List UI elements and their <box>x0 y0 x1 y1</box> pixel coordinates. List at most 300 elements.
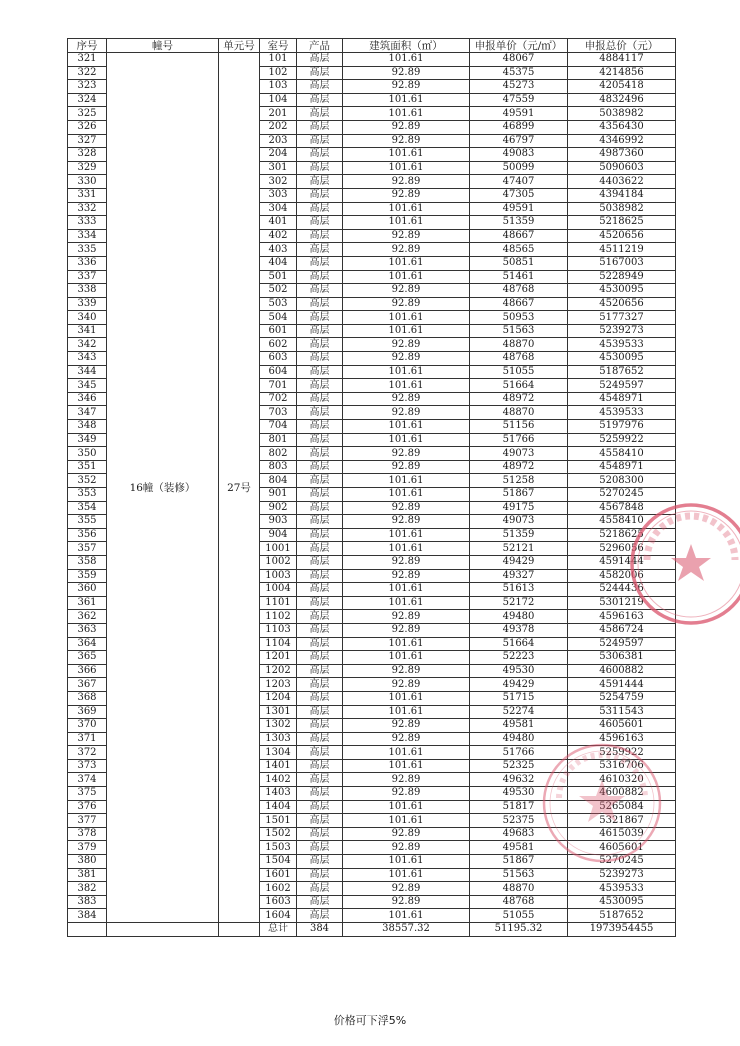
cell-room: 902 <box>260 501 297 515</box>
cell-product: 高层 <box>297 610 343 624</box>
cell-product: 高层 <box>297 827 343 841</box>
cell-room: 1304 <box>260 746 297 760</box>
cell-unit-price: 49429 <box>470 678 568 692</box>
cell-total-price: 4605601 <box>568 841 676 855</box>
cell-area: 92.89 <box>343 882 470 896</box>
cell-index: 345 <box>68 379 107 393</box>
header-unit: 单元号 <box>219 39 260 53</box>
cell-unit-price: 49378 <box>470 623 568 637</box>
cell-product: 高层 <box>297 80 343 94</box>
cell-area: 101.61 <box>343 746 470 760</box>
totals-avg-price: 51195.32 <box>470 923 568 937</box>
cell-area: 101.61 <box>343 420 470 434</box>
cell-unit-price: 51359 <box>470 528 568 542</box>
cell-area: 101.61 <box>343 488 470 502</box>
cell-product: 高层 <box>297 895 343 909</box>
cell-index: 374 <box>68 773 107 787</box>
cell-unit-price: 47407 <box>470 175 568 189</box>
cell-total-price: 4600882 <box>568 664 676 678</box>
cell-room: 102 <box>260 66 297 80</box>
cell-room: 1204 <box>260 691 297 705</box>
cell-room: 304 <box>260 202 297 216</box>
cell-room: 901 <box>260 488 297 502</box>
cell-unit-price: 49175 <box>470 501 568 515</box>
cell-area: 101.61 <box>343 474 470 488</box>
cell-product: 高层 <box>297 691 343 705</box>
cell-index: 362 <box>68 610 107 624</box>
cell-product: 高层 <box>297 93 343 107</box>
cell-index: 376 <box>68 800 107 814</box>
cell-room: 402 <box>260 229 297 243</box>
cell-room: 702 <box>260 392 297 406</box>
cell-room: 602 <box>260 338 297 352</box>
cell-product: 高层 <box>297 420 343 434</box>
cell-product: 高层 <box>297 759 343 773</box>
cell-unit-price: 48870 <box>470 406 568 420</box>
cell-unit-price: 51715 <box>470 691 568 705</box>
cell-total-price: 4600882 <box>568 787 676 801</box>
cell-total-price: 4530095 <box>568 352 676 366</box>
cell-area: 101.61 <box>343 651 470 665</box>
cell-product: 高层 <box>297 460 343 474</box>
cell-product: 高层 <box>297 542 343 556</box>
cell-total-price: 4558410 <box>568 515 676 529</box>
cell-room: 604 <box>260 365 297 379</box>
cell-total-price: 4987360 <box>568 148 676 162</box>
cell-total-price: 5239273 <box>568 324 676 338</box>
cell-room: 101 <box>260 53 297 67</box>
totals-count: 384 <box>297 923 343 937</box>
cell-room: 302 <box>260 175 297 189</box>
cell-room: 1203 <box>260 678 297 692</box>
cell-room: 104 <box>260 93 297 107</box>
cell-room: 1302 <box>260 719 297 733</box>
cell-product: 高层 <box>297 148 343 162</box>
cell-product: 高层 <box>297 202 343 216</box>
cell-total-price: 5038982 <box>568 107 676 121</box>
cell-total-price: 5301219 <box>568 596 676 610</box>
cell-product: 高层 <box>297 66 343 80</box>
cell-total-price: 5239273 <box>568 868 676 882</box>
cell-index: 357 <box>68 542 107 556</box>
cell-room: 1601 <box>260 868 297 882</box>
cell-total-price: 4591444 <box>568 555 676 569</box>
cell-area: 101.61 <box>343 53 470 67</box>
cell-product: 高层 <box>297 705 343 719</box>
cell-area: 101.61 <box>343 528 470 542</box>
cell-area: 101.61 <box>343 637 470 651</box>
cell-unit-price: 51461 <box>470 270 568 284</box>
cell-total-price: 5254759 <box>568 691 676 705</box>
cell-unit-price: 49632 <box>470 773 568 787</box>
cell-area: 101.61 <box>343 691 470 705</box>
cell-unit-price: 47305 <box>470 188 568 202</box>
cell-area: 92.89 <box>343 134 470 148</box>
cell-unit-price: 52172 <box>470 596 568 610</box>
cell-product: 高层 <box>297 365 343 379</box>
cell-index: 368 <box>68 691 107 705</box>
cell-area: 92.89 <box>343 827 470 841</box>
cell-room: 203 <box>260 134 297 148</box>
cell-unit-price: 48870 <box>470 882 568 896</box>
cell-index: 335 <box>68 243 107 257</box>
cell-unit-price: 49581 <box>470 841 568 855</box>
cell-index: 354 <box>68 501 107 515</box>
cell-total-price: 4596163 <box>568 610 676 624</box>
cell-room: 1101 <box>260 596 297 610</box>
header-area: 建筑面积（㎡） <box>343 39 470 53</box>
cell-area: 92.89 <box>343 229 470 243</box>
cell-product: 高层 <box>297 868 343 882</box>
cell-index: 348 <box>68 420 107 434</box>
cell-total-price: 5311543 <box>568 705 676 719</box>
cell-unit-price: 48667 <box>470 229 568 243</box>
cell-total-price: 4605601 <box>568 719 676 733</box>
header-building: 幢号 <box>107 39 219 53</box>
cell-total-price: 5167003 <box>568 256 676 270</box>
cell-total-price: 5218625 <box>568 528 676 542</box>
header-row <box>68 39 676 53</box>
cell-area: 101.61 <box>343 800 470 814</box>
cell-area: 92.89 <box>343 515 470 529</box>
cell-area: 92.89 <box>343 678 470 692</box>
cell-unit-price: 49327 <box>470 569 568 583</box>
cell-room: 1002 <box>260 555 297 569</box>
cell-product: 高层 <box>297 719 343 733</box>
cell-product: 高层 <box>297 406 343 420</box>
cell-unit-price: 49591 <box>470 107 568 121</box>
cell-total-price: 4511219 <box>568 243 676 257</box>
cell-product: 高层 <box>297 474 343 488</box>
cell-room: 904 <box>260 528 297 542</box>
cell-area: 92.89 <box>343 447 470 461</box>
cell-area: 92.89 <box>343 787 470 801</box>
cell-index: 355 <box>68 515 107 529</box>
cell-area: 101.61 <box>343 542 470 556</box>
cell-index: 328 <box>68 148 107 162</box>
cell-room: 1402 <box>260 773 297 787</box>
cell-total-price: 4586724 <box>568 623 676 637</box>
cell-total-price: 4520656 <box>568 229 676 243</box>
cell-unit-price: 46797 <box>470 134 568 148</box>
cell-area: 101.61 <box>343 855 470 869</box>
cell-room: 803 <box>260 460 297 474</box>
cell-unit-price: 48067 <box>470 53 568 67</box>
cell-room: 802 <box>260 447 297 461</box>
cell-area: 92.89 <box>343 338 470 352</box>
cell-index: 356 <box>68 528 107 542</box>
cell-product: 高层 <box>297 909 343 923</box>
cell-total-price: 5249597 <box>568 379 676 393</box>
cell-area: 92.89 <box>343 284 470 298</box>
cell-index: 333 <box>68 216 107 230</box>
cell-unit-price: 49073 <box>470 515 568 529</box>
cell-unit-price: 51867 <box>470 855 568 869</box>
cell-unit-price: 48768 <box>470 284 568 298</box>
cell-total-price: 4205418 <box>568 80 676 94</box>
cell-room: 1103 <box>260 623 297 637</box>
cell-product: 高层 <box>297 678 343 692</box>
cell-area: 101.61 <box>343 365 470 379</box>
cell-index: 375 <box>68 787 107 801</box>
cell-product: 高层 <box>297 53 343 67</box>
cell-total-price: 4832496 <box>568 93 676 107</box>
cell-index: 365 <box>68 651 107 665</box>
cell-total-price: 5321867 <box>568 814 676 828</box>
cell-area: 101.61 <box>343 705 470 719</box>
cell-room: 703 <box>260 406 297 420</box>
cell-total-price: 4591444 <box>568 678 676 692</box>
cell-product: 高层 <box>297 488 343 502</box>
cell-area: 92.89 <box>343 352 470 366</box>
cell-unit-price: 52375 <box>470 814 568 828</box>
cell-room: 103 <box>260 80 297 94</box>
header-room: 室号 <box>260 39 297 53</box>
cell-unit-price: 51766 <box>470 746 568 760</box>
cell-total-price: 4539533 <box>568 882 676 896</box>
cell-index: 342 <box>68 338 107 352</box>
cell-index: 371 <box>68 732 107 746</box>
cell-product: 高层 <box>297 107 343 121</box>
cell-area: 92.89 <box>343 555 470 569</box>
cell-index: 377 <box>68 814 107 828</box>
cell-product: 高层 <box>297 787 343 801</box>
cell-area: 101.61 <box>343 93 470 107</box>
cell-room: 504 <box>260 311 297 325</box>
cell-index: 341 <box>68 324 107 338</box>
cell-product: 高层 <box>297 379 343 393</box>
cell-index: 338 <box>68 284 107 298</box>
cell-index: 343 <box>68 352 107 366</box>
cell-room: 204 <box>260 148 297 162</box>
cell-room: 903 <box>260 515 297 529</box>
header-index: 序号 <box>68 39 107 53</box>
cell-index: 380 <box>68 855 107 869</box>
cell-product: 高层 <box>297 746 343 760</box>
cell-area: 92.89 <box>343 623 470 637</box>
cell-product: 高层 <box>297 773 343 787</box>
cell-total-price: 4596163 <box>568 732 676 746</box>
cell-index: 384 <box>68 909 107 923</box>
cell-unit-price: 49530 <box>470 664 568 678</box>
header-product: 产品 <box>297 39 343 53</box>
cell-unit-price: 49530 <box>470 787 568 801</box>
cell-index: 352 <box>68 474 107 488</box>
cell-area: 92.89 <box>343 406 470 420</box>
cell-index: 361 <box>68 596 107 610</box>
cell-unit-price: 49073 <box>470 447 568 461</box>
cell-room: 1303 <box>260 732 297 746</box>
cell-total-price: 4539533 <box>568 406 676 420</box>
cell-total-price: 5265084 <box>568 800 676 814</box>
cell-index: 324 <box>68 93 107 107</box>
cell-product: 高层 <box>297 664 343 678</box>
cell-room: 501 <box>260 270 297 284</box>
cell-unit-price: 52121 <box>470 542 568 556</box>
cell-total-price: 4884117 <box>568 53 676 67</box>
cell-product: 高层 <box>297 243 343 257</box>
cell-index: 325 <box>68 107 107 121</box>
cell-index: 339 <box>68 297 107 311</box>
cell-room: 202 <box>260 120 297 134</box>
cell-area: 92.89 <box>343 243 470 257</box>
cell-index: 321 <box>68 53 107 67</box>
cell-area: 92.89 <box>343 732 470 746</box>
cell-area: 101.61 <box>343 216 470 230</box>
cell-product: 高层 <box>297 324 343 338</box>
cell-total-price: 5259922 <box>568 433 676 447</box>
cell-product: 高层 <box>297 515 343 529</box>
cell-room: 1603 <box>260 895 297 909</box>
cell-total-price: 4346992 <box>568 134 676 148</box>
cell-index: 337 <box>68 270 107 284</box>
totals-row <box>68 923 676 937</box>
cell-index: 378 <box>68 827 107 841</box>
cell-area: 101.61 <box>343 379 470 393</box>
header-total-price: 申报总价（元） <box>568 39 676 53</box>
cell-product: 高层 <box>297 528 343 542</box>
cell-product: 高层 <box>297 569 343 583</box>
cell-room: 704 <box>260 420 297 434</box>
cell-total-price: 5090603 <box>568 161 676 175</box>
cell-unit-price: 50851 <box>470 256 568 270</box>
cell-unit-price: 51563 <box>470 868 568 882</box>
cell-unit-price: 51055 <box>470 909 568 923</box>
cell-product: 高层 <box>297 433 343 447</box>
table-row <box>68 53 676 67</box>
cell-area: 92.89 <box>343 392 470 406</box>
cell-room: 1501 <box>260 814 297 828</box>
cell-product: 高层 <box>297 814 343 828</box>
cell-room: 1104 <box>260 637 297 651</box>
cell-unit-price: 48768 <box>470 352 568 366</box>
cell-index: 349 <box>68 433 107 447</box>
cell-total-price: 5259922 <box>568 746 676 760</box>
cell-unit-price: 45375 <box>470 66 568 80</box>
cell-total-price: 5244436 <box>568 583 676 597</box>
cell-room: 1201 <box>260 651 297 665</box>
cell-product: 高层 <box>297 637 343 651</box>
cell-index: 353 <box>68 488 107 502</box>
cell-product: 高层 <box>297 855 343 869</box>
totals-total: 1973954455 <box>568 923 676 937</box>
cell-product: 高层 <box>297 256 343 270</box>
cell-unit-price: 50099 <box>470 161 568 175</box>
cell-building: 16幢（装修） <box>107 53 219 923</box>
cell-index: 334 <box>68 229 107 243</box>
cell-index: 367 <box>68 678 107 692</box>
cell-total-price: 4615039 <box>568 827 676 841</box>
cell-room: 1604 <box>260 909 297 923</box>
cell-total-price: 4530095 <box>568 895 676 909</box>
cell-area: 101.61 <box>343 148 470 162</box>
cell-total-price: 5270245 <box>568 855 676 869</box>
cell-unit-price: 51867 <box>470 488 568 502</box>
cell-index: 382 <box>68 882 107 896</box>
cell-room: 403 <box>260 243 297 257</box>
cell-total-price: 5306381 <box>568 651 676 665</box>
cell-product: 高层 <box>297 311 343 325</box>
cell-unit-price: 49480 <box>470 732 568 746</box>
cell-unit-price: 50953 <box>470 311 568 325</box>
cell-product: 高层 <box>297 623 343 637</box>
cell-index: 364 <box>68 637 107 651</box>
cell-total-price: 4548971 <box>568 460 676 474</box>
cell-index: 359 <box>68 569 107 583</box>
cell-room: 1502 <box>260 827 297 841</box>
cell-area: 92.89 <box>343 895 470 909</box>
cell-unit-price: 51563 <box>470 324 568 338</box>
cell-index: 379 <box>68 841 107 855</box>
cell-room: 1404 <box>260 800 297 814</box>
cell-unit-price: 46899 <box>470 120 568 134</box>
cell-empty <box>219 923 260 937</box>
cell-room: 1102 <box>260 610 297 624</box>
cell-unit: 27号 <box>219 53 260 923</box>
cell-area: 101.61 <box>343 759 470 773</box>
cell-unit-price: 49083 <box>470 148 568 162</box>
cell-product: 高层 <box>297 229 343 243</box>
cell-total-price: 5218625 <box>568 216 676 230</box>
cell-room: 1602 <box>260 882 297 896</box>
price-sheet <box>67 38 675 937</box>
cell-unit-price: 48972 <box>470 460 568 474</box>
cell-area: 101.61 <box>343 433 470 447</box>
cell-total-price: 5316706 <box>568 759 676 773</box>
cell-area: 92.89 <box>343 66 470 80</box>
cell-index: 360 <box>68 583 107 597</box>
cell-product: 高层 <box>297 284 343 298</box>
cell-unit-price: 49581 <box>470 719 568 733</box>
cell-total-price: 4520656 <box>568 297 676 311</box>
cell-total-price: 4548971 <box>568 392 676 406</box>
cell-area: 92.89 <box>343 569 470 583</box>
cell-area: 92.89 <box>343 610 470 624</box>
cell-area: 92.89 <box>343 460 470 474</box>
cell-total-price: 5249597 <box>568 637 676 651</box>
cell-area: 92.89 <box>343 188 470 202</box>
cell-unit-price: 51055 <box>470 365 568 379</box>
cell-area: 101.61 <box>343 107 470 121</box>
cell-total-price: 4356430 <box>568 120 676 134</box>
cell-product: 高层 <box>297 352 343 366</box>
cell-room: 1202 <box>260 664 297 678</box>
cell-index: 373 <box>68 759 107 773</box>
cell-area: 101.61 <box>343 909 470 923</box>
cell-index: 326 <box>68 120 107 134</box>
totals-area: 38557.32 <box>343 923 470 937</box>
price-table <box>67 38 676 937</box>
cell-unit-price: 52325 <box>470 759 568 773</box>
cell-unit-price: 48565 <box>470 243 568 257</box>
cell-room: 502 <box>260 284 297 298</box>
cell-product: 高层 <box>297 800 343 814</box>
cell-product: 高层 <box>297 882 343 896</box>
cell-room: 1003 <box>260 569 297 583</box>
cell-index: 329 <box>68 161 107 175</box>
cell-unit-price: 51156 <box>470 420 568 434</box>
cell-unit-price: 51766 <box>470 433 568 447</box>
cell-room: 804 <box>260 474 297 488</box>
cell-index: 381 <box>68 868 107 882</box>
cell-unit-price: 48870 <box>470 338 568 352</box>
cell-room: 404 <box>260 256 297 270</box>
cell-index: 346 <box>68 392 107 406</box>
cell-index: 351 <box>68 460 107 474</box>
cell-room: 1403 <box>260 787 297 801</box>
cell-area: 101.61 <box>343 583 470 597</box>
cell-product: 高层 <box>297 134 343 148</box>
